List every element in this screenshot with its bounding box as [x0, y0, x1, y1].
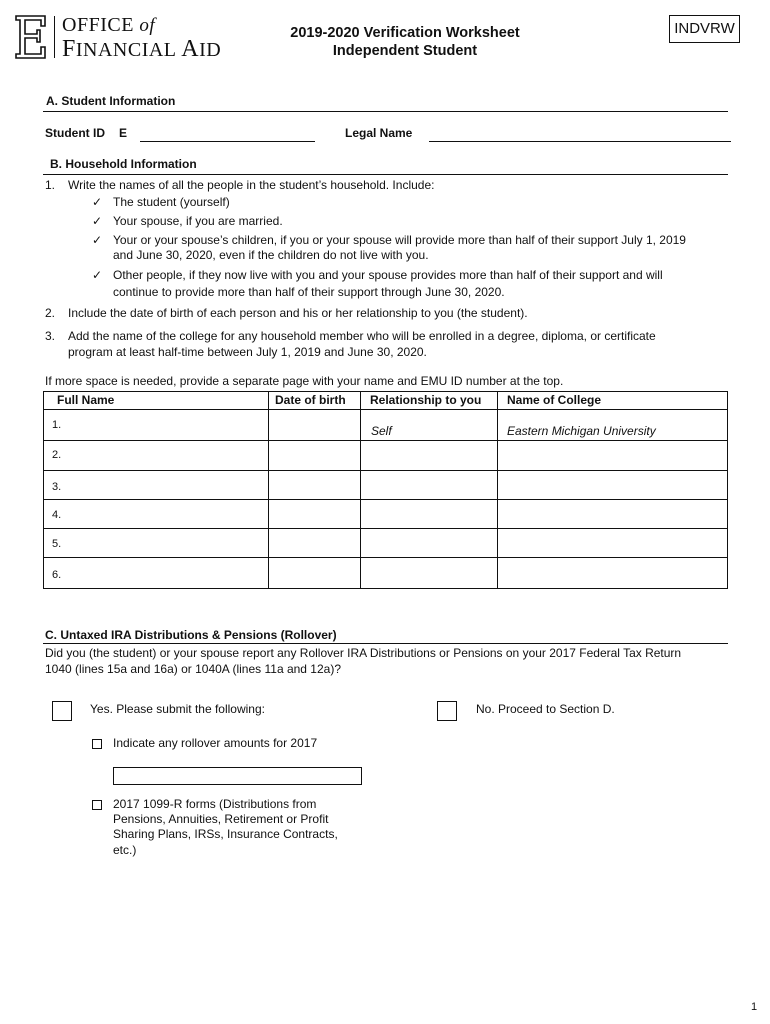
no-label: No. Proceed to Section D.: [476, 702, 615, 716]
section-a-heading: A. Student Information: [46, 94, 176, 108]
item-1-number: 1.: [45, 178, 56, 192]
check-mark-icon: ✓: [92, 195, 103, 209]
worksheet-title: 2019-2020 Verification Worksheet: [290, 25, 520, 41]
space-note: If more space is needed, provide a separate page with your name and EMU ID number at the top.: [45, 374, 564, 388]
page-number: 1: [751, 1001, 758, 1013]
item-3-text-line1: Add the name of the college for any household member who will be enrolled in a degree, diploma, or certificate: [68, 329, 656, 343]
check-item-children-line1: Your or your spouse’s children, if you or your spouse will provide more than half of their support July 1, 2019: [113, 233, 686, 247]
check-mark-icon: ✓: [92, 233, 103, 247]
student-id-field[interactable]: [140, 141, 315, 142]
section-c-question-line1: Did you (the student) or your spouse report any Rollover IRA Distributions or Pensions on your 2017 Federal Tax Return: [45, 646, 682, 660]
table-row-number: 6.: [52, 569, 62, 581]
table-column-divider: [268, 391, 269, 589]
table-row-divider: [43, 528, 728, 529]
student-id-label: Student ID: [45, 126, 105, 140]
table-row-number: 4.: [52, 509, 62, 521]
column-header-relationship: Relationship to you: [370, 393, 482, 407]
column-header-full-name: Full Name: [57, 393, 115, 407]
section-b-heading: B. Household Information: [50, 157, 197, 171]
check-item-children-line2: and June 30, 2020, even if the children do not live with you.: [113, 248, 429, 262]
rollover-amount-input[interactable]: [113, 767, 362, 785]
check-item-others-line1: Other people, if they now live with you and your spouse provides more than half of their support and will: [113, 268, 663, 282]
worksheet-subtitle: Independent Student: [332, 43, 478, 59]
relationship-cell[interactable]: Self: [371, 424, 392, 438]
table-column-divider: [360, 391, 361, 589]
emu-logo-e-icon: [14, 14, 48, 60]
check-mark-icon: ✓: [92, 214, 103, 228]
student-id-prefix: E: [119, 126, 128, 140]
logo-divider: [54, 16, 55, 58]
section-c-rule: [43, 643, 728, 644]
form-1099r-label-line2: Pensions, Annuities, Retirement or Profit: [113, 812, 329, 826]
item-3-text-line2: program at least half-time between July 1, 2019 and June 30, 2020.: [68, 345, 427, 359]
table-row-number: 3.: [52, 481, 62, 493]
section-c-heading: C. Untaxed IRA Distributions & Pensions (Rollover): [45, 628, 337, 642]
table-row-number: 2.: [52, 449, 62, 461]
check-item-spouse: Your spouse, if you are married.: [113, 214, 283, 228]
legal-name-field[interactable]: [429, 141, 731, 142]
section-c-question-line2: 1040 (lines 15a and 16a) or 1040A (lines 11a and 12a)?: [45, 662, 341, 676]
form-1099r-label-line1: 2017 1099-R forms (Distributions from: [113, 797, 317, 811]
logo-office-text: OFFICE of: [62, 14, 156, 36]
yes-checkbox[interactable]: [52, 701, 72, 721]
household-table: [43, 391, 728, 589]
item-2-text: Include the date of birth of each person and his or her relationship to you (the student).: [68, 306, 528, 320]
check-mark-icon: ✓: [92, 268, 103, 282]
check-item-others-line2: continue to provide more than half of their support through June 30, 2020.: [113, 285, 505, 299]
college-cell[interactable]: Eastern Michigan University: [507, 424, 656, 438]
item-1-text: Write the names of all the people in the student’s household. Include:: [68, 178, 435, 192]
rollover-amounts-checkbox[interactable]: [92, 739, 102, 749]
legal-name-label: Legal Name: [345, 126, 413, 140]
item-3-number: 3.: [45, 329, 56, 343]
table-row-divider: [43, 440, 728, 441]
table-row-number: 1.: [52, 419, 62, 431]
table-row-divider: [43, 409, 728, 410]
logo-financial-aid-text: FINANCIAL AID: [62, 36, 222, 62]
form-code-badge: INDVRW: [669, 15, 740, 43]
table-column-divider: [497, 391, 498, 589]
form-1099r-label-line4: etc.): [113, 843, 137, 857]
table-row-number: 5.: [52, 538, 62, 550]
form-1099r-checkbox[interactable]: [92, 800, 102, 810]
section-a-rule: [43, 111, 728, 112]
yes-label: Yes. Please submit the following:: [90, 702, 265, 716]
table-row-divider: [43, 557, 728, 558]
check-item-student: The student (yourself): [113, 195, 230, 209]
form-1099r-label-line3: Sharing Plans, IRSs, Insurance Contracts,: [113, 827, 338, 841]
rollover-amounts-label: Indicate any rollover amounts for 2017: [113, 736, 318, 750]
item-2-number: 2.: [45, 306, 56, 320]
section-b-rule: [43, 174, 728, 175]
column-header-date-of-birth: Date of birth: [275, 393, 346, 407]
no-checkbox[interactable]: [437, 701, 457, 721]
column-header-college: Name of College: [507, 393, 602, 407]
table-row-divider: [43, 470, 728, 471]
table-row-divider: [43, 499, 728, 500]
